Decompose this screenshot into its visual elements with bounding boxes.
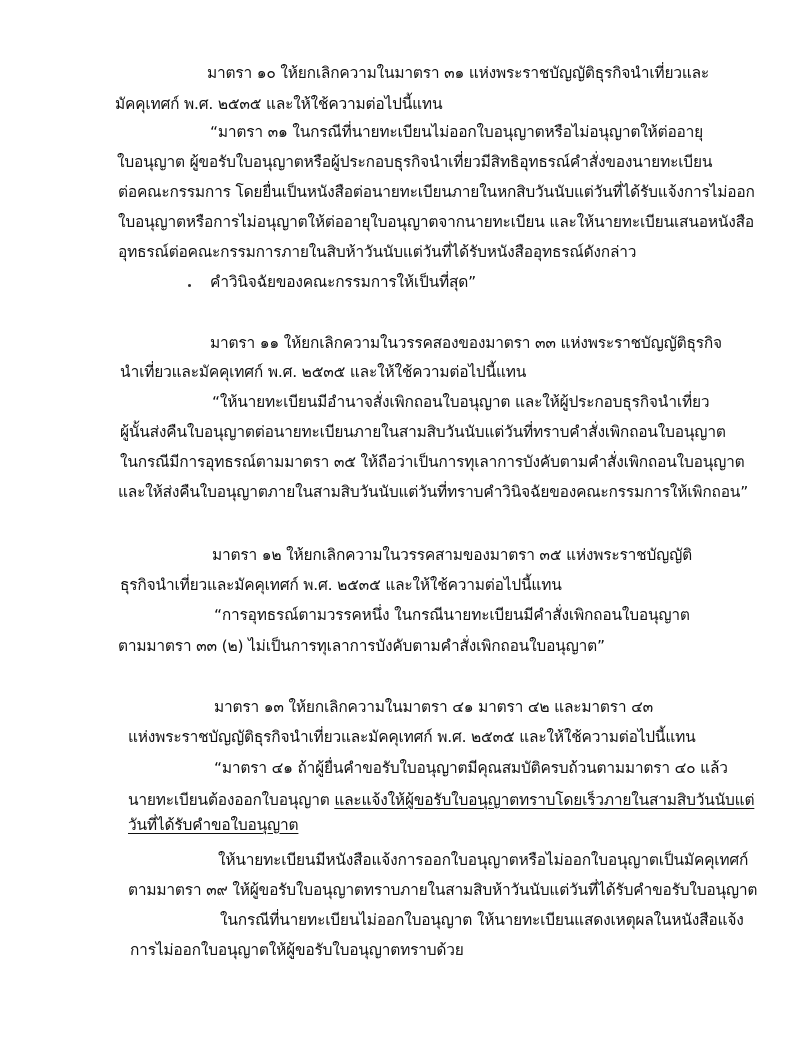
paragraph-line: “ให้นายทะเบียนมีอำนาจสั่งเพิกถอนใบอนุญาต และให้ผู้ประกอบธุรกิจนำเที่ยว [212,393,710,411]
paragraph-line: ใบอนุญาต ผู้ขอรับใบอนุญาตหรือผู้ประกอบธุรกิจนำเที่ยวมีสิทธิอุทธรณ์คำสั่งของนายทะเบียน [117,153,713,171]
paragraph-line: ให้นายทะเบียนมีหนังสือแจ้งการออกใบอนุญาตหรือไม่ออกใบอนุญาตเป็นมัคคุเทศก์ [218,851,749,869]
paragraph-line: ในกรณีที่นายทะเบียนไม่ออกใบอนุญาต ให้นายทะเบียนแสดงเหตุผลในหนังสือแจ้ง [220,911,744,929]
issue-license-text: นายทะเบียนต้องออกใบอนุญาต [128,791,330,809]
paragraph-line: “มาตรา ๓๑ ในกรณีที่นายทะเบียนไม่ออกใบอนุญาตหรือไม่อนุญาตให้ต่ออายุ [210,123,704,141]
paragraph-line: แห่งพระราชบัญญัติธุรกิจนำเที่ยวและมัคคุเทศก์ พ.ศ. ๒๕๓๕ และให้ใช้ความต่อไปนี้แทน [128,728,696,746]
paragraph-line: ตามมาตรา ๓๓ (๒) ไม่เป็นการทุเลาการบังคับตามคำสั่งเพิกถอนใบอนุญาต” [118,637,605,655]
section-11-heading: มาตรา ๑๑ ให้ยกเลิกความในวรรคสองของมาตรา ๓๓ แห่งพระราชบัญญัติธุรกิจ [210,334,722,352]
paragraph-line: นำเที่ยวและมัคคุเทศก์ พ.ศ. ๒๕๓๕ และให้ใช้ความต่อไปนี้แทน [120,363,527,381]
paragraph-line: ในกรณีมีการอุทธรณ์ตามมาตรา ๓๕ ให้ถือว่าเป็นการทุเลาการบังคับตามคำสั่งเพิกถอนใบอนุญาต [120,453,745,471]
underlined-amendment: และแจ้งให้ผู้ขอรับใบอนุญาตทราบโดยเร็วภายในสามสิบวันนับแต่ [334,791,755,809]
section-13-heading: มาตรา ๑๓ ให้ยกเลิกความในมาตรา ๔๑ มาตรา ๔๒ และมาตรา ๔๓ [214,698,654,716]
paragraph-line: “การอุทธรณ์ตามวรรคหนึ่ง ในกรณีนายทะเบียนมีคำสั่งเพิกถอนใบอนุญาต [214,606,690,624]
paragraph-line: ตามมาตรา ๓๙ ให้ผู้ขอรับใบอนุญาตทราบภายในสามสิบห้าวันนับแต่วันที่ได้รับคำขอรับใบอนุญาต [128,881,758,899]
paragraph-line: อุทธรณ์ต่อคณะกรรมการภายในสิบห้าวันนับแต่วันที่ได้รับหนังสืออุทธรณ์ดังกล่าว [118,243,637,261]
paragraph-line: “มาตรา ๔๑ ถ้าผู้ยื่นคำขอรับใบอนุญาตมีคุณสมบัติครบถ้วนตามมาตรา ๔๐ แล้ว [214,759,728,777]
paragraph-line: และให้ส่งคืนใบอนุญาตภายในสามสิบวันนับแต่วันที่ทราบคำวินิจฉัยของคณะกรรมการให้เพิกถอน” [118,483,749,501]
section-12-heading: มาตรา ๑๒ ให้ยกเลิกความในวรรคสามของมาตรา ๓๕ แห่งพระราชบัญญัติ [212,546,693,564]
paragraph-line: ผู้นั้นส่งคืนใบอนุญาตต่อนายทะเบียนภายในสามสิบวันนับแต่วันที่ทราบคำสั่งเพิกถอนใบอนุญาต [120,423,726,441]
section-10-heading: มาตรา ๑๐ ให้ยกเลิกความในมาตรา ๓๑ แห่งพระราชบัญญัติธุรกิจนำเที่ยวและ [207,64,710,82]
paragraph-line [128,790,754,810]
stray-dot [188,284,191,287]
paragraph-line: คำวินิจฉัยของคณะกรรมการให้เป็นที่สุด” [210,273,476,291]
paragraph-line: ธุรกิจนำเที่ยวและมัคคุเทศก์ พ.ศ. ๒๕๓๕ และให้ใช้ความต่อไปนี้แทน [120,576,562,594]
paragraph-line: มัคคุเทศก์ พ.ศ. ๒๕๓๕ และให้ใช้ความต่อไปนี้แทน [115,95,443,113]
paragraph-line: ต่อคณะกรรมการ โดยยื่นเป็นหนังสือต่อนายทะเบียนภายในหกสิบวันนับแต่วันที่ได้รับแจ้งการไม่ออก [118,183,755,201]
paragraph-line: การไม่ออกใบอนุญาตให้ผู้ขอรับใบอนุญาตทราบด้วย [130,941,464,959]
underlined-amendment-continued: วันที่ได้รับคำขอใบอนุญาต [128,816,299,834]
paragraph-line: ใบอนุญาตหรือการไม่อนุญาตให้ต่ออายุใบอนุญาตจากนายทะเบียน และให้นายทะเบียนเสนอหนังสือ [118,213,754,231]
